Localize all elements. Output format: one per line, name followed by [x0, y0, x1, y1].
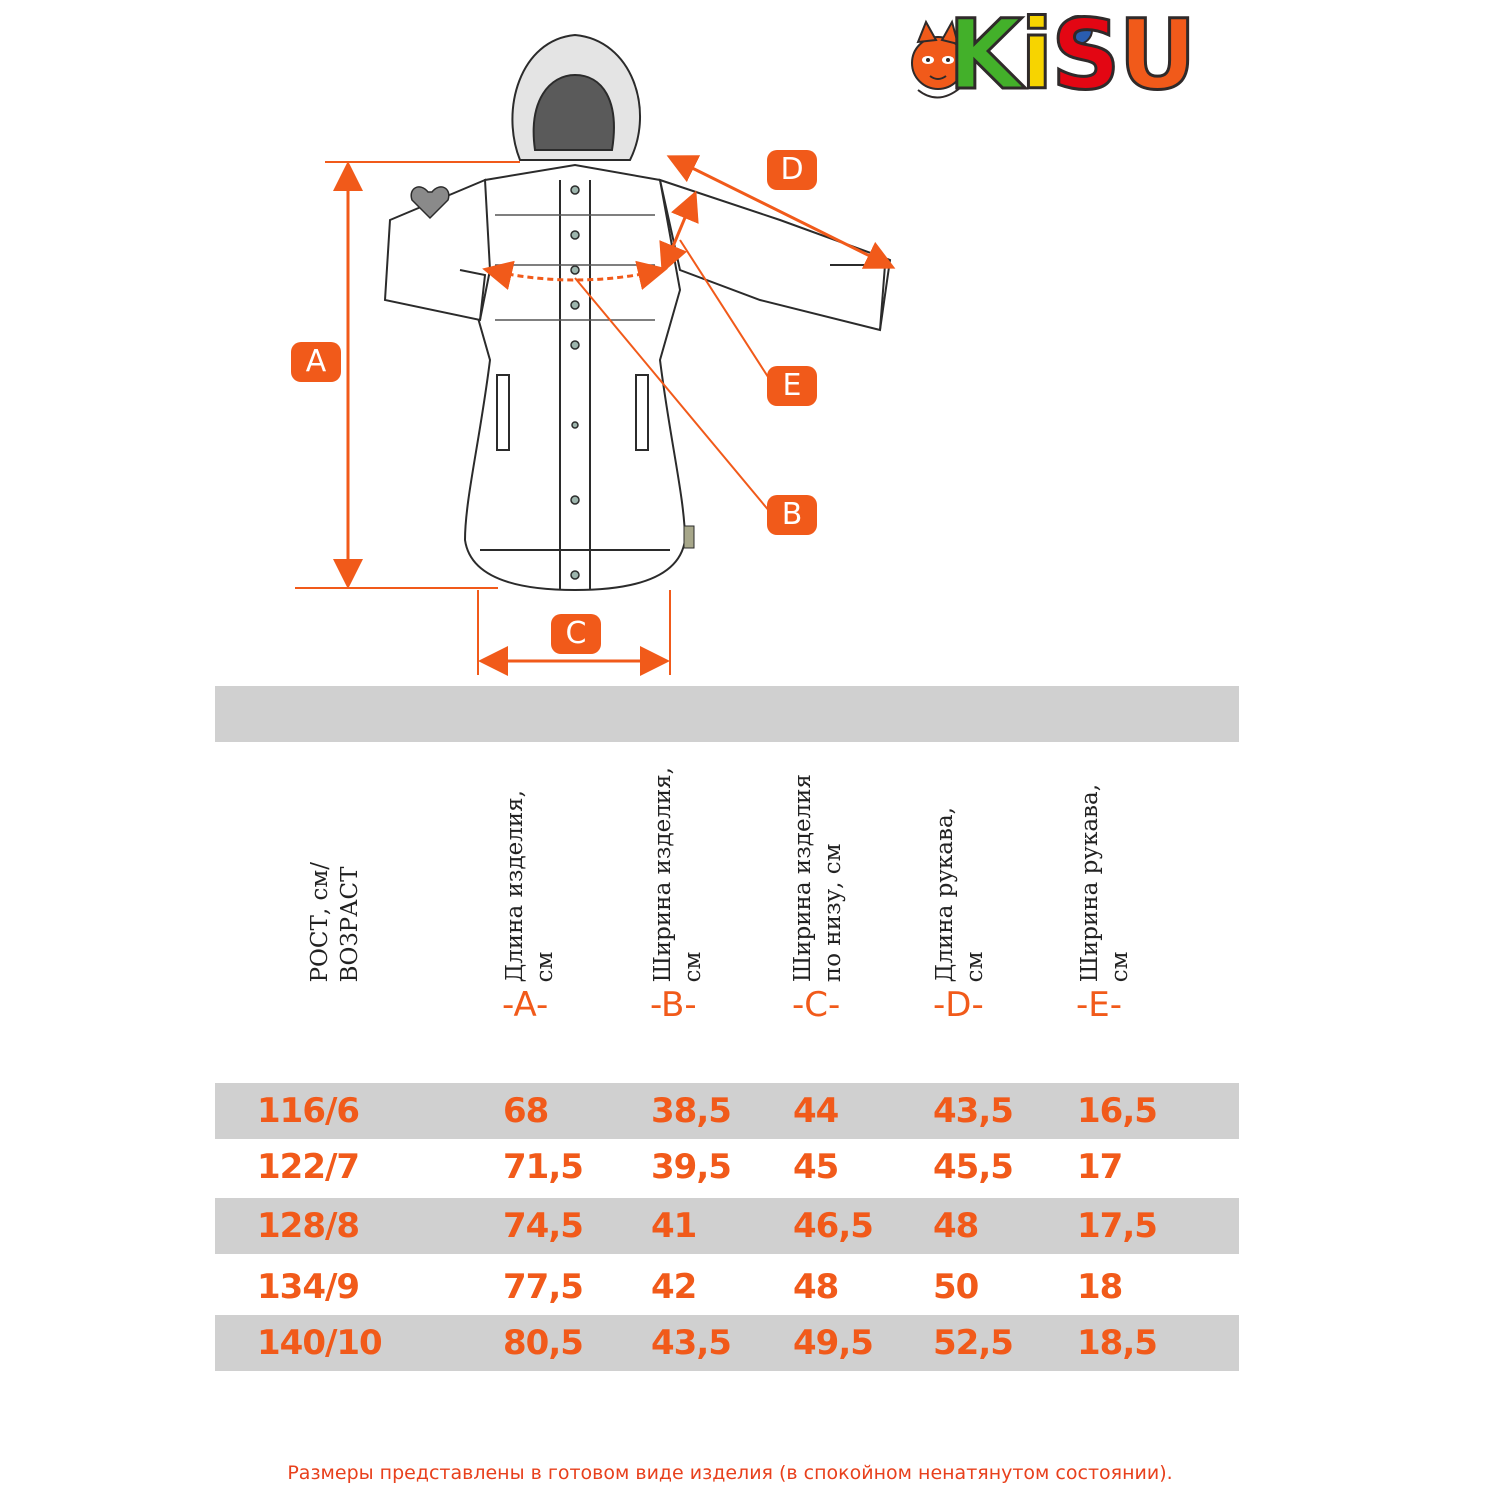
column-header-bottom-width [788, 742, 878, 982]
cell-height-age: 140/10 [257, 1323, 382, 1363]
column-header-length [500, 742, 590, 982]
column-header-text: РОСТ, см/ ВОЗРАСТ [307, 861, 363, 982]
label-c-badge: C [551, 614, 601, 654]
column-letter-c: -C- [792, 985, 841, 1025]
cell-length: 80,5 [503, 1323, 583, 1363]
logo-letter-i: i [1020, 0, 1052, 111]
table-row [215, 1315, 1239, 1371]
table-row [215, 1139, 1239, 1195]
column-header-sleeve-width [1075, 742, 1165, 982]
cell-sleeve-width: 17 [1077, 1147, 1123, 1187]
column-letter-d: -D- [933, 985, 984, 1025]
table-row [215, 1259, 1239, 1315]
label-d-badge: D [767, 150, 817, 190]
column-header-text: Ширина изделия, см [650, 766, 706, 982]
kisu-label-tag [684, 526, 694, 548]
column-letter-e: -E- [1076, 985, 1123, 1025]
cell-width: 38,5 [651, 1091, 731, 1131]
cell-bottom-width: 48 [793, 1267, 839, 1307]
column-header-text: Длина рукава, см [932, 806, 988, 982]
cell-length: 71,5 [503, 1147, 583, 1187]
logo-letter-s: S [1051, 0, 1119, 111]
label-e-badge: E [767, 366, 817, 406]
column-header-sleeve-length [930, 742, 1020, 982]
column-header-text: Ширина рукава, см [1077, 783, 1133, 982]
logo-letter-u: U [1118, 0, 1195, 111]
cell-length: 74,5 [503, 1206, 583, 1246]
cell-sleeve-length: 43,5 [933, 1091, 1013, 1131]
column-header-text: Длина изделия, см [502, 789, 558, 982]
cell-height-age: 128/8 [257, 1206, 360, 1246]
coat-measurement-diagram [0, 0, 1500, 690]
cell-sleeve-width: 16,5 [1077, 1091, 1157, 1131]
cell-width: 39,5 [651, 1147, 731, 1187]
column-letter-b: -B- [650, 985, 697, 1025]
cell-sleeve-length: 45,5 [933, 1147, 1013, 1187]
cell-sleeve-width: 18 [1077, 1267, 1123, 1307]
cell-height-age: 116/6 [257, 1091, 360, 1131]
cell-width: 41 [651, 1206, 697, 1246]
logo-letter-k: K [948, 0, 1021, 111]
size-footnote: Размеры представлены в готовом виде изделия (в спокойном ненатянутом состоянии). [287, 1462, 1173, 1484]
cell-sleeve-width: 17,5 [1077, 1206, 1157, 1246]
cell-sleeve-length: 48 [933, 1206, 979, 1246]
label-b-badge: B [767, 495, 817, 535]
cell-length: 68 [503, 1091, 549, 1131]
cell-height-age: 134/9 [257, 1267, 360, 1307]
table-header-bar [215, 686, 1239, 742]
cell-bottom-width: 46,5 [793, 1206, 873, 1246]
column-header-text: Ширина изделия по низу, см [790, 773, 846, 982]
cell-sleeve-length: 52,5 [933, 1323, 1013, 1363]
cell-sleeve-width: 18,5 [1077, 1323, 1157, 1363]
table-row [215, 1198, 1239, 1254]
cell-bottom-width: 45 [793, 1147, 839, 1187]
cell-height-age: 122/7 [257, 1147, 360, 1187]
cell-length: 77,5 [503, 1267, 583, 1307]
table-row [215, 1083, 1239, 1139]
cell-width: 42 [651, 1267, 697, 1307]
cell-width: 43,5 [651, 1323, 731, 1363]
label-a-badge: A [291, 342, 341, 382]
column-header-height-age [305, 742, 395, 982]
cell-bottom-width: 44 [793, 1091, 839, 1131]
column-letter-a: -A- [502, 985, 549, 1025]
cell-bottom-width: 49,5 [793, 1323, 873, 1363]
cell-sleeve-length: 50 [933, 1267, 979, 1307]
column-header-width [648, 742, 738, 982]
